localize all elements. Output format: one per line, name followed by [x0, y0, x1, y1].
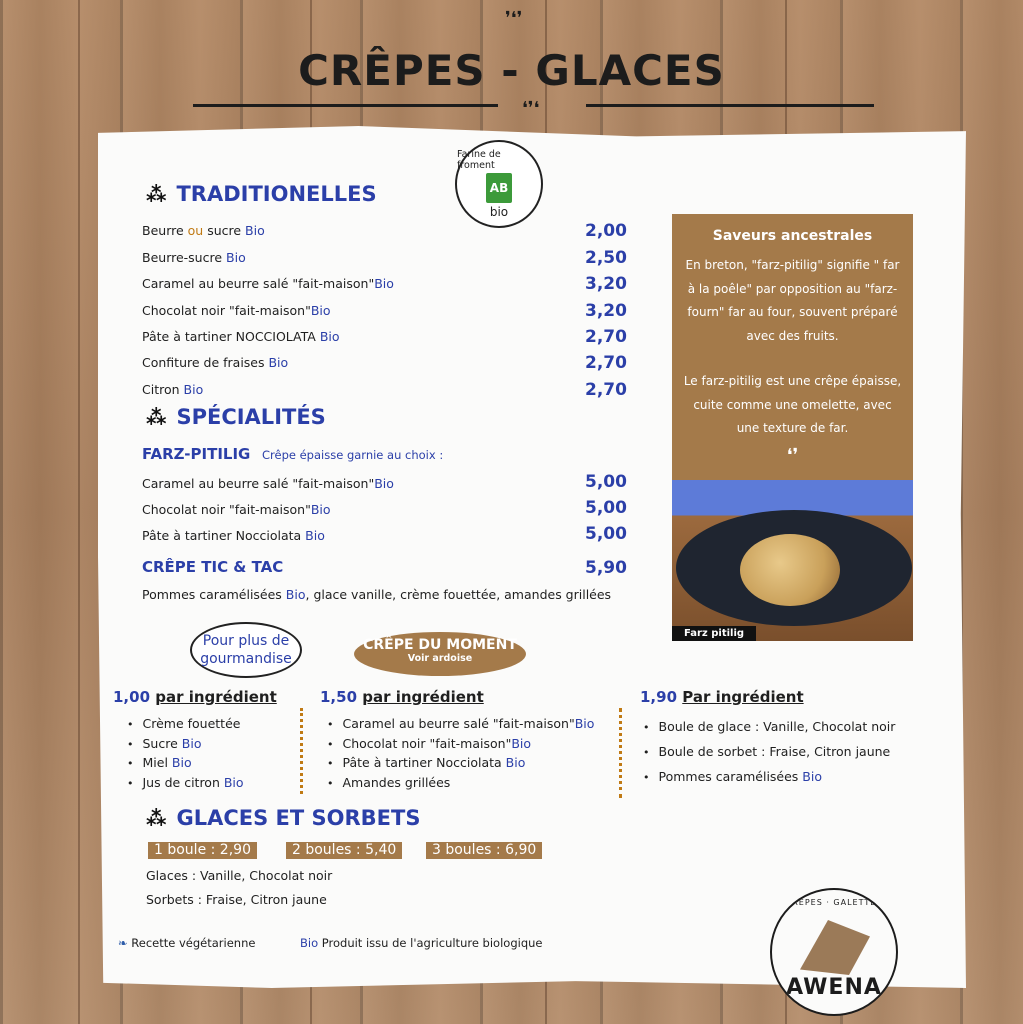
scoop-price-1: 1 boule : 2,90: [148, 842, 257, 859]
ingredient-name: Miel: [142, 755, 172, 770]
col2-price: 1,50: [320, 688, 358, 706]
bio-tag: Bio: [305, 528, 325, 543]
dotted-separator: [619, 708, 622, 798]
bio-tag: Bio: [310, 502, 331, 517]
bio-tag: Bio: [310, 303, 331, 318]
bio-tag: Bio: [374, 276, 394, 291]
ingredient-item: [127, 735, 244, 755]
menu-item: [142, 355, 288, 370]
tictac-desc-post: , glace vanille, crème fouettée, amandes grillées: [305, 587, 612, 602]
saveurs-ancestrales-box: [672, 214, 913, 480]
farz-pitilig-photo: [672, 480, 913, 641]
organic-flour-badge: [455, 140, 543, 228]
bio-tag: Bio: [802, 769, 822, 784]
ingredient-name: Sucre: [142, 735, 182, 751]
splash-top-icon: ❜❛❜: [505, 8, 523, 29]
item-price: 2,70: [585, 353, 627, 373]
tictac-description: [142, 587, 611, 602]
scoop-price-2: 2 boules : 5,40: [286, 842, 402, 859]
menu-item: [142, 476, 394, 491]
crepe-logo-icon: [800, 920, 870, 975]
bio-tag: Bio: [171, 755, 192, 770]
menu-item: [142, 276, 394, 291]
menu-item: [142, 303, 331, 318]
item-or: ou: [187, 223, 204, 238]
ingredient-item: [327, 754, 594, 774]
item-price: 3,20: [585, 301, 627, 321]
glaces-flavors: Glaces : Vanille, Chocolat noir: [146, 868, 333, 883]
menu-item: [142, 223, 265, 238]
item-name: Chocolat noir "fait-maison": [142, 303, 311, 318]
col2-heading: [320, 688, 484, 706]
section-glaces: [146, 806, 420, 830]
leaf-icon: ❧: [118, 936, 128, 950]
col3-heading: [640, 688, 804, 706]
item-price: 2,00: [585, 221, 627, 241]
legend-bio-text: Produit issu de l'agriculture biologique: [318, 936, 543, 950]
logo-arc-text: CRÊPES · GALETTES: [785, 898, 883, 907]
ingredient-name: Amandes grillées: [342, 774, 451, 790]
bio-tag: Bio: [181, 735, 202, 751]
farz-pitilig-subtitle: Crêpe épaisse garnie au choix :: [262, 448, 444, 462]
item-name: Pâte à tartiner NOCCIOLATA: [142, 329, 320, 344]
plate: [676, 510, 912, 626]
ermine-icon: ⁂: [146, 806, 167, 830]
menu-item: [142, 528, 325, 543]
ingredient-item: [643, 740, 895, 765]
ingredient-name: Boule de glace : Vanille, Chocolat noir: [658, 719, 896, 734]
ingredient-item: [327, 774, 594, 794]
col3-price: 1,90: [640, 688, 678, 706]
ingredient-name: Caramel au beurre salé "fait-maison": [342, 716, 575, 731]
logo-name: AWENA: [786, 975, 882, 1000]
ermine-icon: ⁂: [146, 405, 167, 429]
saveurs-paragraph-2: Le farz-pitilig est une crêpe épaisse, cuite comme une omelette, avec une texture de far.: [683, 374, 902, 435]
ingredient-name: Pâte à tartiner Nocciolata: [342, 755, 506, 770]
item-name: Citron: [142, 382, 184, 397]
item-name: Chocolat noir "fait-maison": [142, 502, 311, 517]
crepe: [740, 534, 840, 606]
menu-item: [142, 382, 203, 397]
splash-bottom-icon: ❛❜❛: [522, 98, 540, 119]
awena-logo: [770, 888, 898, 1016]
ingredient-item: [643, 765, 895, 790]
ermine-icon: ⁂: [146, 182, 167, 206]
bio-tag: Bio: [223, 774, 244, 790]
section-title: SPÉCIALITÉS: [176, 405, 326, 429]
ingredient-item: [127, 715, 244, 735]
col1-label: par ingrédient: [155, 688, 277, 706]
title-underline-right: [586, 104, 874, 107]
col1-list: [127, 715, 244, 793]
item-price: 2,70: [585, 327, 627, 347]
page-title: CRÊPES - GLACES: [298, 46, 725, 95]
item-price: 2,70: [585, 380, 627, 400]
col3-list: [643, 715, 895, 790]
title-underline-left: [193, 104, 498, 107]
sorbets-flavors: Sorbets : Fraise, Citron jaune: [146, 892, 327, 907]
item-name: Confiture de fraises: [142, 355, 269, 370]
menu-item: [142, 250, 246, 265]
ingredient-name: Pommes caramélisées: [658, 769, 803, 784]
dotted-separator: [300, 708, 303, 794]
ingredient-name: Crème fouettée: [142, 716, 241, 731]
item-price: 5,00: [585, 524, 627, 544]
tictac-desc-pre: Pommes caramélisées: [142, 587, 286, 602]
item-name-2: sucre: [203, 223, 246, 238]
drops-icon: ❛❜: [786, 444, 799, 466]
ingredient-name: Chocolat noir "fait-maison": [342, 735, 512, 751]
crepe-du-moment-badge: [354, 632, 526, 676]
legend-veg-text: Recette végétarienne: [131, 936, 256, 950]
section-title: TRADITIONELLES: [176, 182, 377, 206]
ab-logo-icon: AB: [486, 173, 512, 203]
item-price: 3,20: [585, 274, 627, 294]
ingredient-item: [127, 754, 244, 774]
photo-caption: Farz pitilig: [672, 626, 756, 641]
legend-bio: [300, 936, 542, 950]
tictac-price: 5,90: [585, 558, 627, 578]
menu-item: [142, 329, 340, 344]
ingredient-name: Jus de citron: [142, 774, 224, 790]
item-price: 2,50: [585, 248, 627, 268]
bio-tag: Bio: [300, 936, 319, 950]
farz-pitilig-title: FARZ-PITILIG: [142, 445, 251, 463]
ingredient-item: [327, 735, 594, 755]
col2-label: par ingrédient: [362, 688, 484, 706]
col2-list: [327, 715, 594, 793]
item-name: Beurre-sucre: [142, 250, 227, 265]
item-name: Caramel au beurre salé "fait-maison": [142, 476, 375, 491]
moment-title: CRÊPE DU MOMENT: [363, 637, 517, 653]
ingredient-item: [643, 715, 895, 740]
section-specialites: [146, 405, 326, 429]
item-price: 5,00: [585, 498, 627, 518]
item-name: Caramel au beurre salé "fait-maison": [142, 276, 375, 291]
saveurs-title: Saveurs ancestrales: [712, 228, 873, 244]
scoop-price-3: 3 boules : 6,90: [426, 842, 542, 859]
item-name: Beurre: [142, 223, 188, 238]
wood-plank-line: [78, 0, 80, 1024]
bio-tag: Bio: [245, 223, 265, 238]
tictac-title: CRÊPE TIC & TAC: [142, 558, 284, 576]
bio-tag: Bio: [226, 250, 246, 265]
saveurs-paragraph-1: En breton, "farz-pitilig" signifie " far à la poêle" par opposition au "farz-fourn" far au four, souvent préparé avec des fruits.: [685, 258, 900, 343]
col3-label: Par ingrédient: [682, 688, 804, 706]
col1-price: 1,00: [113, 688, 151, 706]
bio-tag: Bio: [319, 329, 340, 344]
bio-tag: Bio: [574, 716, 595, 731]
ingredient-item: [327, 715, 594, 735]
ingredient-name: Boule de sorbet : Fraise, Citron jaune: [658, 744, 891, 759]
col1-heading: [113, 688, 277, 706]
item-price: 5,00: [585, 472, 627, 492]
speech-bubble: Pour plus de gourmandise: [190, 622, 302, 678]
bio-tag: Bio: [505, 755, 526, 770]
item-name: Pâte à tartiner Nocciolata: [142, 528, 306, 543]
moment-subtitle: Voir ardoise: [407, 653, 473, 664]
ingredient-item: [127, 774, 244, 794]
menu-item: [142, 502, 331, 517]
bio-tag: Bio: [183, 382, 204, 397]
badge-line2: bio: [489, 205, 509, 219]
section-title: GLACES ET SORBETS: [176, 806, 421, 830]
bio-tag: Bio: [285, 587, 306, 602]
legend-vegetarian: [118, 936, 255, 950]
bio-tag: Bio: [511, 735, 532, 751]
bio-tag: Bio: [374, 476, 394, 491]
bio-tag: Bio: [268, 355, 289, 370]
badge-line1: Farine de froment: [457, 149, 501, 171]
section-traditionelles: [146, 182, 377, 206]
